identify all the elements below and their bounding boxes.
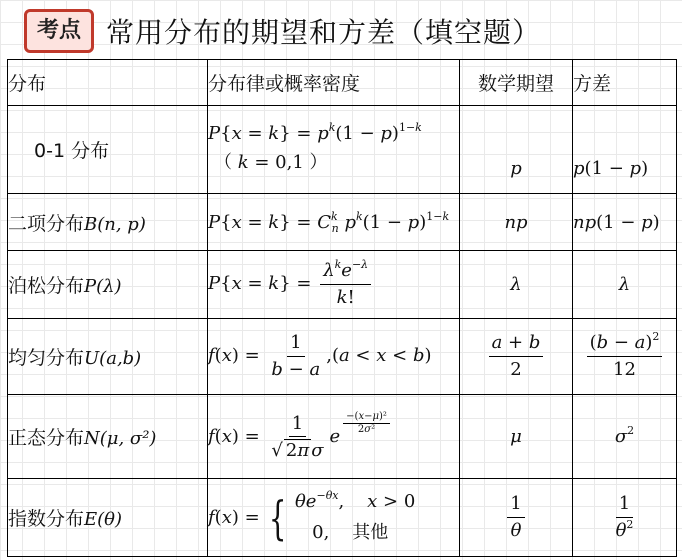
table-row xyxy=(8,319,677,395)
table-row xyxy=(8,194,677,251)
distribution-name: 指数分布E(θ) xyxy=(8,479,208,557)
distribution-law: f(x) = $\frac{1}{\text{√ 2π σ}}$ e $^{\frac{\text{−(x−μ)²}}{\text{2σ²}}}$ xyxy=(208,395,460,479)
distribution-name: 0-1 分布 xyxy=(8,106,208,194)
table-row xyxy=(8,106,677,194)
variance-value: $\sigma^2$ xyxy=(573,395,677,479)
table-row xyxy=(8,479,677,557)
column-header-law: 分布律或概率密度 xyxy=(208,60,460,106)
topic-tag: 考点 xyxy=(24,9,94,53)
variance-value: $\frac{1}{\theta^2}$ xyxy=(573,479,677,557)
expectation-value: λ xyxy=(460,251,573,319)
distribution-name: 二项分布B(n, p) xyxy=(8,194,208,251)
variance-value: $\frac{(b - a)^2}{12}$ xyxy=(573,319,677,395)
table-row xyxy=(8,395,677,479)
distribution-law: P{x = k} = $\frac{\lambda^ke^{-\lambda}}{k!}$ xyxy=(208,251,460,319)
distribution-table xyxy=(7,59,677,557)
distribution-name: 泊松分布P(λ) xyxy=(8,251,208,319)
column-header-distribution: 分布 xyxy=(8,60,208,106)
table-row xyxy=(8,251,677,319)
distribution-law: $P\{x = k\} = p^k(1 - p)^{1-k}$ （ k = 0,1 ） xyxy=(208,106,460,194)
distribution-law: f ( x ) = { $\theta e^{-\theta x}$, x > 0 0, 其他 xyxy=(208,479,460,557)
expectation-value: p xyxy=(460,106,573,194)
expectation-value: $\frac{1}{\theta}$ xyxy=(460,479,573,557)
expectation-value: μ xyxy=(460,395,573,479)
distribution-law: f(x) = $\frac{1}{b - a}$ ,(a < x < b) xyxy=(208,319,460,395)
table-header-row xyxy=(8,60,677,106)
distribution-law: $P\{x = k\} = C^k_n$ $p^k(1 - p)^{1-k}$ xyxy=(208,194,460,251)
header xyxy=(24,8,541,54)
variance-value: np(1 − p) xyxy=(573,194,677,251)
variance-value: λ xyxy=(573,251,677,319)
distribution-name: 均匀分布U(a,b) xyxy=(8,319,208,395)
distribution-name: 正态分布N(μ, σ²) xyxy=(8,395,208,479)
column-header-expectation: 数学期望 xyxy=(460,60,573,106)
column-header-variance: 方差 xyxy=(573,60,677,106)
expectation-value: np xyxy=(460,194,573,251)
variance-value: p(1 − p) xyxy=(573,106,677,194)
page-title: 常用分布的期望和方差（填空题） xyxy=(106,16,542,49)
expectation-value: $\frac{a + b}{2}$ xyxy=(460,319,573,395)
